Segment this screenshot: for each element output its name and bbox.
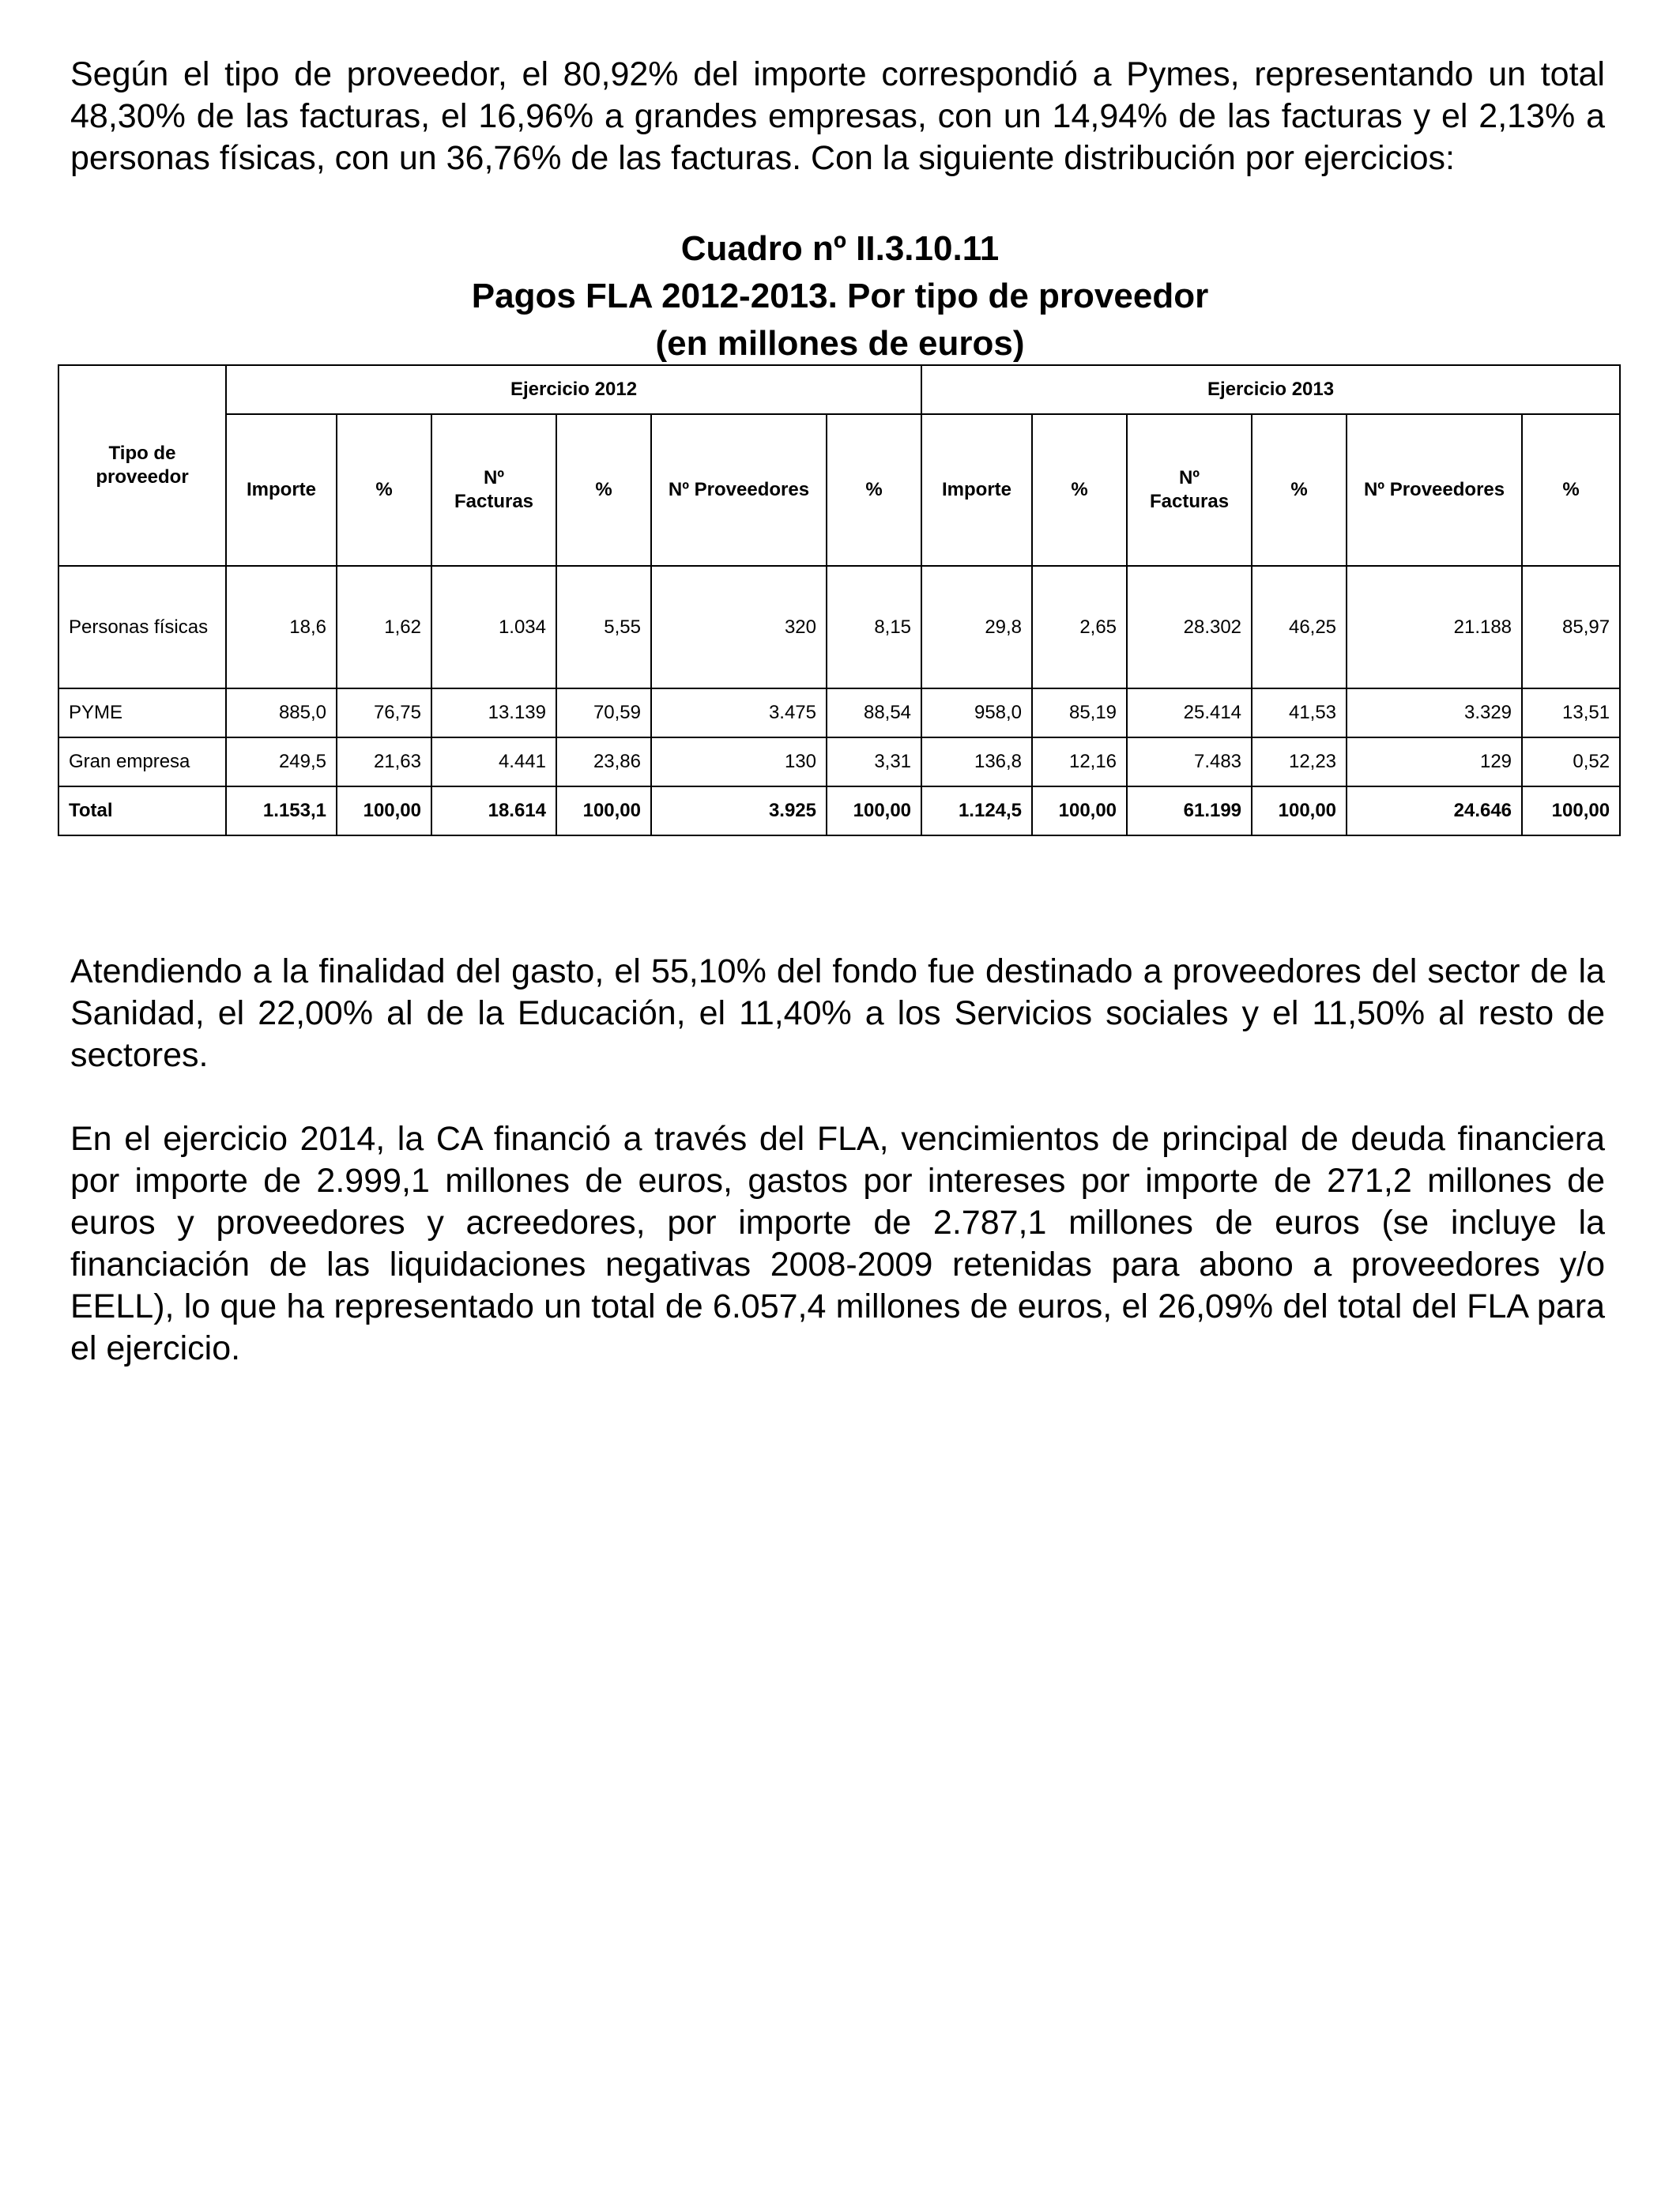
table-cell: 12,23 — [1252, 737, 1347, 786]
table-cell: 958,0 — [921, 688, 1032, 737]
table-cell: 21,63 — [337, 737, 431, 786]
finalidad-paragraph: Atendiendo a la finalidad del gasto, el 55,10% del fondo fue destinado a proveedores del sector de la Sanidad, el 22,00% al de la Educación, el 11,40% a los Servicios sociales y el 11,50% al resto de sectores. — [70, 952, 1605, 1074]
table-cell: 136,8 — [921, 737, 1032, 786]
payments-table — [58, 364, 1621, 836]
table-cell: 29,8 — [921, 566, 1032, 688]
table-cell: 1,62 — [337, 566, 431, 688]
table-cell: 100,00 — [337, 786, 431, 835]
table-caption-units: (en millones de euros) — [655, 324, 1025, 363]
ejercicio-2014-paragraph: En el ejercicio 2014, la CA financió a través del FLA, vencimientos de principal de deuda financiera por importe de 2.999,1 millones de euros, gastos por intereses por importe de 271,2 millones de euros y proveedores y acreedores, por importe de 2.787,1 millones de euros (se incluye la financiación de las liquidaciones negativas 2008-2009 retenidas para abono a proveedores y/o EELL), lo que ha representado un total de 6.057,4 millones de euros, el 26,09% del total del FLA para el ejercicio. — [70, 1120, 1605, 1367]
table-cell: 70,59 — [556, 688, 651, 737]
table-cell: 8,15 — [827, 566, 921, 688]
table-cell: 1.124,5 — [921, 786, 1032, 835]
table-cell: 18.614 — [431, 786, 556, 835]
table-cell: 41,53 — [1252, 688, 1347, 737]
column-header: % — [1252, 414, 1347, 566]
column-header: % — [1032, 414, 1127, 566]
column-header: Nº Proveedores — [651, 414, 827, 566]
column-header: Importe — [921, 414, 1032, 566]
table-cell: 100,00 — [1032, 786, 1127, 835]
table-cell: 76,75 — [337, 688, 431, 737]
table-cell: 100,00 — [1252, 786, 1347, 835]
table-row — [58, 737, 1620, 786]
table-cell: 320 — [651, 566, 827, 688]
column-header: Nº Proveedores — [1347, 414, 1522, 566]
table-cell: 1.034 — [431, 566, 556, 688]
table-cell: 46,25 — [1252, 566, 1347, 688]
table-cell: 5,55 — [556, 566, 651, 688]
table-cell: 24.646 — [1347, 786, 1522, 835]
table-cell: 3.329 — [1347, 688, 1522, 737]
column-header: Nº Facturas — [431, 414, 556, 566]
table-cell: 3.925 — [651, 786, 827, 835]
table-cell: 885,0 — [226, 688, 337, 737]
column-header: % — [556, 414, 651, 566]
table-cell: 130 — [651, 737, 827, 786]
table-cell: 3.475 — [651, 688, 827, 737]
column-header: % — [1522, 414, 1620, 566]
table-cell: 28.302 — [1127, 566, 1252, 688]
table-cell: 85,19 — [1032, 688, 1127, 737]
table-cell: 13,51 — [1522, 688, 1620, 737]
table-cell: 2,65 — [1032, 566, 1127, 688]
table-row — [58, 566, 1620, 688]
table-cell: 3,31 — [827, 737, 921, 786]
table-cell: 249,5 — [226, 737, 337, 786]
table-caption-number: Cuadro nº II.3.10.11 — [680, 229, 1000, 268]
table-cell: 23,86 — [556, 737, 651, 786]
table-cell: 85,97 — [1522, 566, 1620, 688]
column-header: Importe — [226, 414, 337, 566]
year-2012-header: Ejercicio 2012 — [226, 365, 921, 414]
intro-paragraph: Según el tipo de proveedor, el 80,92% del importe correspondió a Pymes, representando un total 48,30% de las facturas, el 16,96% a grandes empresas, con un 14,94% de las facturas y el 2,13% a personas físicas, con un 36,76% de las facturas. Con la siguiente distribución por ejercicios: — [70, 55, 1605, 177]
row-label: Personas físicas — [58, 566, 226, 688]
table-cell: 4.441 — [431, 737, 556, 786]
table-cell: 88,54 — [827, 688, 921, 737]
table-cell: 100,00 — [827, 786, 921, 835]
table-cell: 100,00 — [1522, 786, 1620, 835]
year-2013-header: Ejercicio 2013 — [921, 365, 1620, 414]
table-cell: 0,52 — [1522, 737, 1620, 786]
table-cell: 129 — [1347, 737, 1522, 786]
table-cell: 12,16 — [1032, 737, 1127, 786]
row-label: Gran empresa — [58, 737, 226, 786]
column-header: % — [337, 414, 431, 566]
table-cell: 21.188 — [1347, 566, 1522, 688]
table-cell: 7.483 — [1127, 737, 1252, 786]
table-cell: 25.414 — [1127, 688, 1252, 737]
row-label: PYME — [58, 688, 226, 737]
column-header: % — [827, 414, 921, 566]
table-cell: 13.139 — [431, 688, 556, 737]
table-row — [58, 688, 1620, 737]
table-caption-title: Pagos FLA 2012-2013. Por tipo de proveedor — [471, 277, 1209, 315]
row-label: Total — [58, 786, 226, 835]
table-total-row — [58, 786, 1620, 835]
table-cell: 18,6 — [226, 566, 337, 688]
table-cell: 1.153,1 — [226, 786, 337, 835]
column-header: Nº Facturas — [1127, 414, 1252, 566]
table-cell: 100,00 — [556, 786, 651, 835]
row-header-cell: Tipo de proveedor — [58, 365, 226, 566]
table-cell: 61.199 — [1127, 786, 1252, 835]
